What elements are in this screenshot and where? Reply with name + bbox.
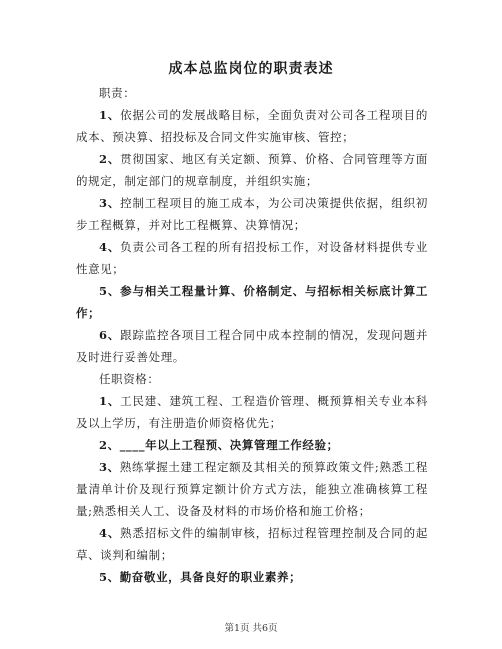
duty-item	[76, 324, 428, 368]
qualification-item	[76, 390, 428, 434]
qualification-item	[76, 566, 428, 588]
item-text: 熟练掌握土建工程定额及其相关的预算政策文件;熟悉工程量清单计价及现行预算定额计价方式方法，能独立准确核算工程量;熟悉相关人工、设备及材料的市场价格和施工价格；	[76, 460, 428, 518]
item-text: 控制工程项目的施工成本，为公司决策提供依据，组织初步工程概算，并对比工程概算、决算情况；	[76, 196, 429, 232]
item-text: 贯彻国家、地区有关定额、预算、价格、合同管理等方面的规定，制定部门的规章制度，并组织实施；	[76, 152, 429, 188]
duty-item	[76, 192, 428, 236]
qualification-item	[76, 456, 428, 522]
item-text: 勤奋敬业，具备良好的职业素养；	[119, 570, 302, 584]
item-text: 参与相关工程量计算、价格制定、与招标相关标底计算工作；	[76, 284, 429, 320]
item-text: 负责公司各工程的所有招投标工作，对设备材料提供专业性意见；	[76, 240, 429, 276]
item-text: 跟踪监控各项目工程合同中成本控制的情况，发现问题并及时进行妥善处理。	[76, 328, 429, 364]
item-number: 2、	[99, 438, 120, 452]
item-number: 3、	[99, 460, 120, 474]
item-text: ____年以上工程预、决算管理工作经验；	[119, 438, 339, 452]
item-text: 工民建、建筑工程、工程造价管理、概预算相关专业本科及以上学历，有注册造价师资格优先；	[76, 394, 429, 430]
page-footer: 第1页 共6页	[224, 623, 278, 634]
item-number: 2、	[99, 152, 121, 166]
document-title: 成本总监岗位的职责表述	[168, 61, 334, 77]
item-number: 5、	[99, 570, 120, 584]
item-number: 1、	[99, 394, 121, 408]
qualification-item	[76, 434, 428, 456]
duty-item	[76, 236, 428, 280]
item-number: 4、	[99, 240, 121, 254]
document-body	[76, 82, 428, 588]
item-number: 4、	[99, 526, 121, 540]
item-number: 1、	[99, 108, 121, 122]
section-label-duties: 职责：	[99, 86, 136, 100]
item-number: 3、	[99, 196, 121, 210]
item-number: 5、	[99, 284, 121, 298]
qualification-item	[76, 522, 428, 566]
item-number: 6、	[99, 328, 121, 342]
duty-item	[76, 280, 428, 324]
duty-item	[76, 104, 428, 148]
duty-item	[76, 148, 428, 192]
item-text: 依据公司的发展战略目标，全面负责对公司各工程项目的成本、预决算、招投标及合同文件实施审核、管控；	[76, 108, 429, 144]
section-label-qualifications: 任职资格：	[99, 372, 160, 386]
item-text: 熟悉招标文件的编制审核，招标过程管理控制及合同的起草、谈判和编制；	[76, 526, 429, 562]
